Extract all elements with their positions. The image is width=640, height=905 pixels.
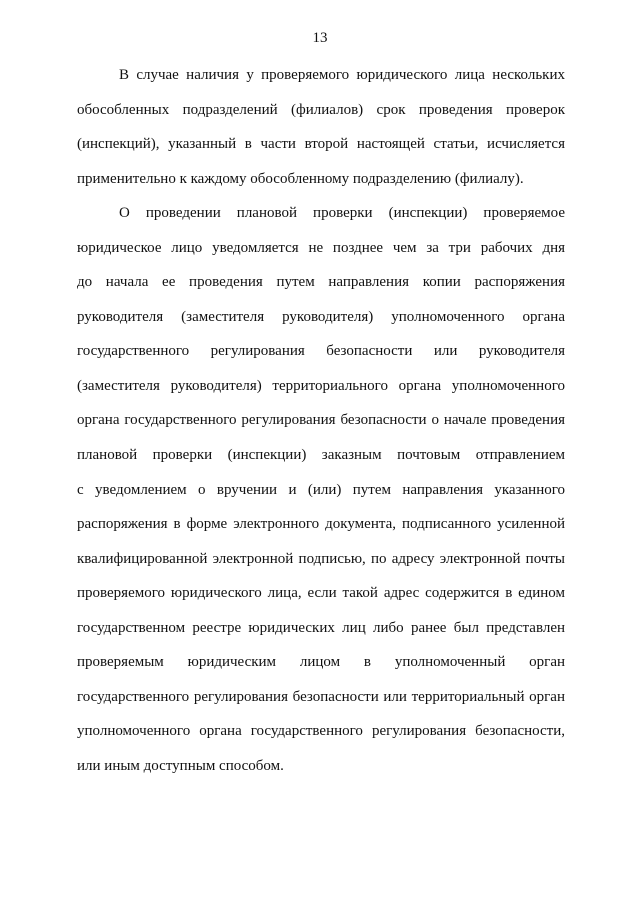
text-line: квалифицированной электронной подписью, по адресу электронной почты — [77, 550, 565, 567]
text-line: плановой проверки (инспекции) заказным почтовым отправлением — [77, 447, 565, 464]
text-line: или иным доступным способом. — [77, 757, 284, 774]
text-line: О проведении плановой проверки (инспекции) проверяемое — [119, 205, 565, 222]
text-line: руководителя (заместителя руководителя) уполномоченного органа — [77, 308, 565, 325]
paragraph-1 — [77, 62, 565, 200]
text-line: уполномоченного органа государственного регулирования безопасности, — [77, 723, 565, 740]
text-line: государственного регулирования безопасности или территориальный орган — [77, 688, 565, 705]
text-line: государственном реестре юридических лиц либо ранее был представлен — [77, 619, 565, 636]
text-line: проверяемым юридическим лицом в уполномоченный орган — [77, 654, 565, 671]
document-body — [77, 62, 565, 787]
text-line: применительно к каждому обособленному подразделению (филиалу). — [77, 170, 524, 187]
text-line: до начала ее проведения путем направления копии распоряжения — [77, 274, 565, 291]
text-line: В случае наличия у проверяемого юридического лица нескольких — [119, 67, 565, 83]
text-line: распоряжения в форме электронного документа, подписанного усиленной — [77, 516, 565, 533]
page-number: 13 — [312, 30, 328, 46]
text-line: органа государственного регулирования безопасности о начале проведения — [77, 412, 565, 429]
text-line: (заместителя руководителя) территориального органа уполномоченного — [77, 377, 565, 394]
text-line: юридическое лицо уведомляется не позднее чем за три рабочих дня — [77, 239, 565, 256]
text-line: государственного регулирования безопасности или руководителя — [77, 343, 565, 360]
text-line: с уведомлением о вручении и (или) путем направления указанного — [77, 481, 565, 498]
paragraph-2 — [77, 200, 565, 787]
text-line: (инспекций), указанный в части второй настоящей статьи, исчисляется — [77, 136, 565, 153]
text-line: обособленных подразделений (филиалов) срок проведения проверок — [77, 101, 565, 118]
text-line: проверяемого юридического лица, если такой адрес содержится в едином — [77, 585, 565, 602]
